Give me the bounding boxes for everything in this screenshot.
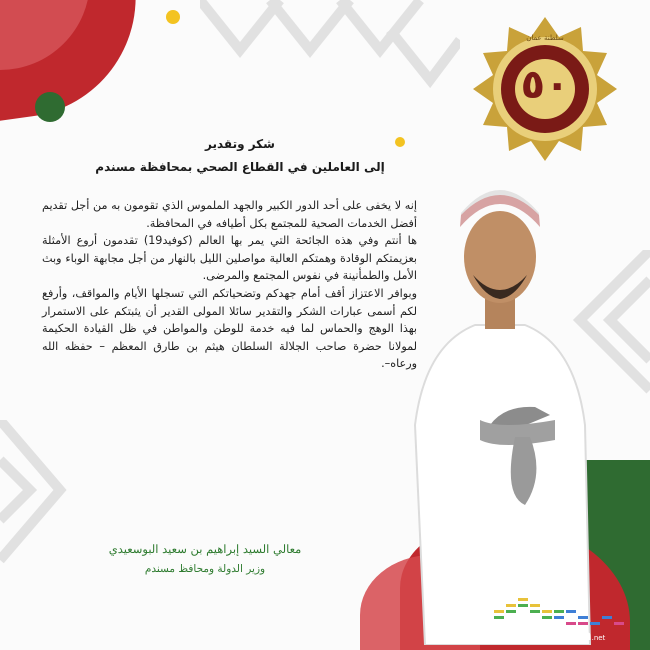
chevron-pattern-left (0, 420, 90, 580)
letter-paragraph: إنه لا يخفى على أحد الدور الكبير والجهد الملموس الذي تقومون به من أجل تقديم أفضل الخدمات الصحية للمجتمع بكل أطيافه في المحافظة. (42, 199, 417, 230)
site-watermark (512, 629, 605, 644)
letter-paragraph: ها أنتم وفي هذه الجائحة التي يمر بها العالم (كوفيد19) تقدمون أروع الأمثلة بعزيمتكم الوقادة وهمتكم العالية مواصلين الليل بالنهار من أجل مجابهة الوباء وبث الأمل والطمأنينة في نفوس المجتمع والمرضى. (42, 234, 417, 283)
signatory-position: وزير الدولة ومحافظ مسندم (144, 563, 266, 575)
equalizer-logo-icon (494, 590, 634, 630)
letter-body (42, 197, 417, 373)
page-title: شكر وتقدير (205, 137, 275, 151)
emblem-number: ٥٠ (520, 62, 570, 108)
chevron-pattern-top (200, 0, 460, 130)
signatory-name: معالي السيد إبراهيم بن سعيد البوسعيدي (108, 542, 302, 556)
yellow-dot (166, 10, 180, 24)
emblem-caption: سلطنة عمان (526, 34, 564, 42)
page-subtitle: إلى العاملين في القطاع الصحي بمحافظة مسندم (95, 160, 385, 174)
green-dot (35, 92, 65, 122)
brand-suffix: .net (591, 634, 606, 642)
letter-paragraph: وبوافر الاعتزاز أقف أمام جهدكم وتضحياتكم التي تسجلها الأيام والمواقف، وأرفع لكم أسمى عبارات الشكر والتقدير سائلا المولى القدير أن يثبتكم على الاستمرار بهذا الوهج والحماس لما فيه خدمة للوطن والمواطن في ظل القيادة الحكيمة لمولانا حضرة صاحب الجلالة السلطان هيثم بن طارق المعظم – حفظه الله ورعاه–. (42, 286, 417, 371)
portrait-figure (405, 175, 595, 645)
brand-name: Musandam (512, 629, 592, 644)
